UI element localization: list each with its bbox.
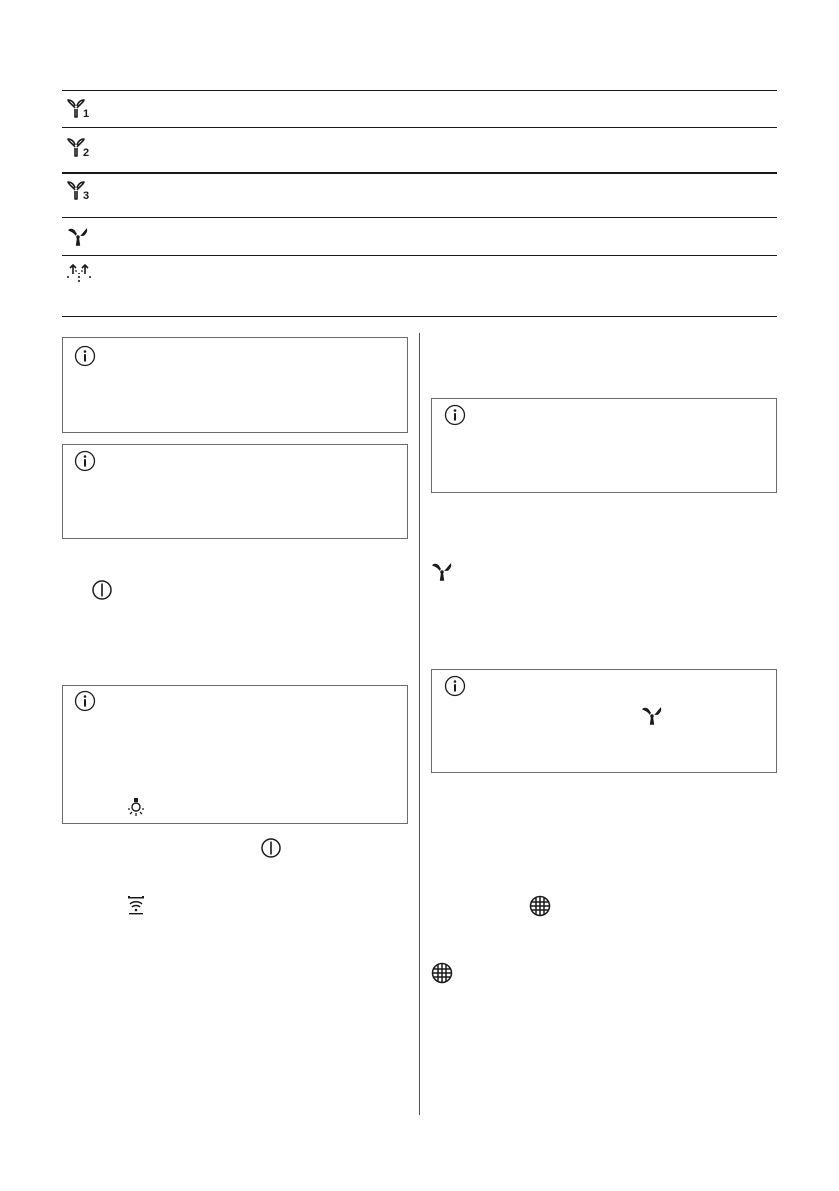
grease-filter-icon: [529, 895, 551, 917]
steam-sensor-icon: [66, 262, 92, 284]
info-icon: [444, 675, 466, 697]
table-rule: [62, 90, 777, 91]
table-rule: [62, 127, 777, 128]
table-rule: [62, 172, 777, 174]
fan-speed-number: 1: [83, 108, 90, 120]
fan-boost-icon: [67, 226, 89, 248]
info-note: [62, 337, 408, 433]
info-icon: [444, 404, 466, 426]
wireless-connect-icon: [126, 895, 146, 915]
table-rule: [62, 255, 777, 256]
table-rule: [62, 316, 777, 317]
power-icon: [260, 837, 282, 859]
info-note: [62, 444, 408, 539]
light-icon: [126, 797, 146, 817]
grease-filter-icon: [431, 962, 453, 984]
power-icon: [91, 579, 113, 601]
table-rule: [62, 217, 777, 218]
info-icon: [74, 450, 96, 472]
fan-speed-number: 2: [83, 147, 90, 159]
info-icon: [74, 345, 96, 367]
fan-boost-icon: [431, 561, 453, 583]
fan-boost-icon: [641, 705, 663, 727]
info-note: [431, 669, 777, 773]
info-note: [62, 685, 408, 824]
column-divider: [419, 333, 420, 1115]
fan-speed-number: 3: [83, 190, 90, 202]
info-note: [431, 398, 777, 493]
info-icon: [74, 690, 96, 712]
